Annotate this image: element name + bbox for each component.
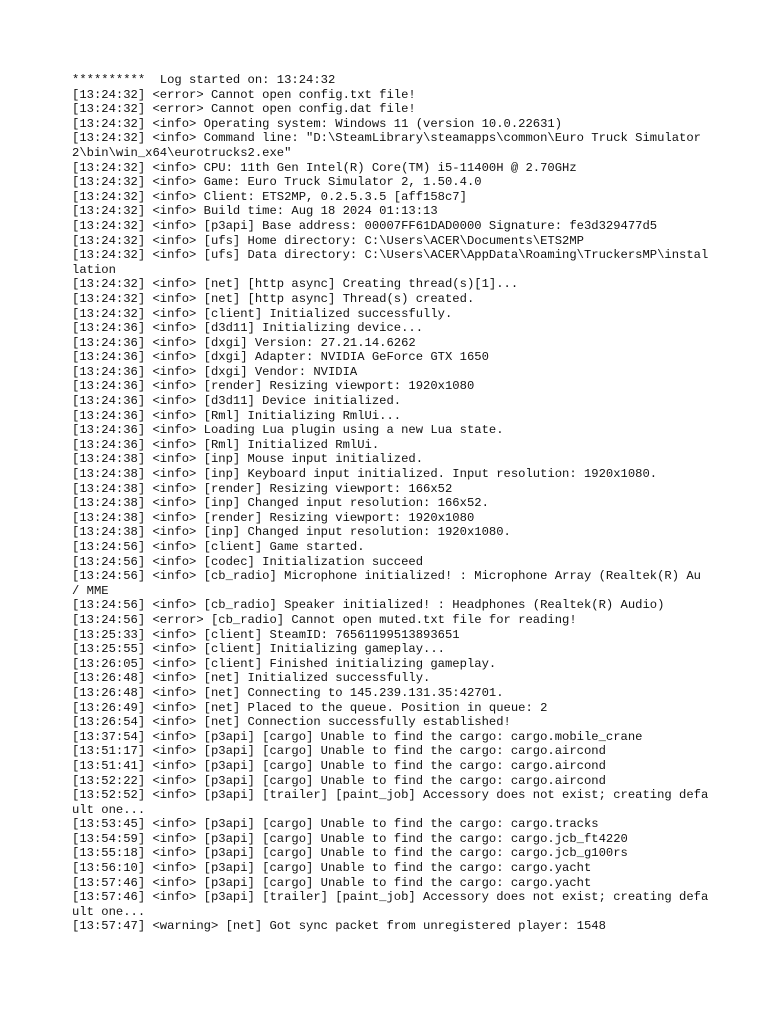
log-line: [13:52:52] <info> [p3api] [trailer] [paint_job] Accessory does not exist; creating default one...: [72, 788, 709, 817]
log-line: [13:24:32] <info> [ufs] Data directory: C:\Users\ACER\AppData\Roaming\TruckersMP\installation: [72, 248, 709, 277]
log-line: [13:57:46] <info> [p3api] [cargo] Unable to find the cargo: cargo.yacht: [72, 875, 592, 890]
log-header: ********** Log started on: 13:24:32: [72, 73, 336, 87]
log-line: [13:24:38] <info> [inp] Changed input resolution: 1920x1080.: [72, 525, 511, 540]
log-lines: [72, 88, 712, 934]
log-line: [13:24:32] <info> Game: Euro Truck Simulator 2, 1.50.4.0: [72, 175, 482, 190]
log-line: [13:24:32] <info> [p3api] Base address: 00007FF61DAD0000 Signature: fe3d329477d5: [72, 218, 658, 233]
log-line: [13:26:48] <info> [net] Initialized successfully.: [72, 671, 431, 686]
log-line: [13:24:32] <info> [net] [http async] Thread(s) created.: [72, 291, 475, 306]
log-line: [13:53:45] <info> [p3api] [cargo] Unable to find the cargo: cargo.tracks: [72, 817, 599, 832]
log-line: [13:24:32] <error> Cannot open config.dat file!: [72, 102, 416, 117]
log-line: [13:24:32] <error> Cannot open config.txt file!: [72, 87, 416, 102]
log-line: [13:24:38] <info> [render] Resizing viewport: 1920x1080: [72, 510, 475, 525]
log-line: [13:52:22] <info> [p3api] [cargo] Unable to find the cargo: cargo.aircond: [72, 773, 606, 788]
log-line: [13:24:32] <info> Client: ETS2MP, 0.2.5.3.5 [aff158c7]: [72, 189, 467, 204]
log-line: [13:24:36] <info> Loading Lua plugin using a new Lua state.: [72, 423, 504, 438]
log-line: [13:24:56] <info> [codec] Initialization succeed: [72, 554, 424, 569]
log-line: [13:24:32] <info> Build time: Aug 18 2024 01:13:13: [72, 204, 438, 219]
log-line: [13:26:48] <info> [net] Connecting to 145.239.131.35:42701.: [72, 685, 504, 700]
log-line: [13:24:32] <info> [ufs] Home directory: C:\Users\ACER\Documents\ETS2MP: [72, 233, 584, 248]
log-line: [13:24:32] <info> [client] Initialized successfully.: [72, 306, 453, 321]
log-line: [13:24:36] <info> [d3d11] Device initialized.: [72, 394, 402, 409]
log-line: [13:24:56] <error> [cb_radio] Cannot open muted.txt file for reading!: [72, 612, 577, 627]
log-line: [13:26:49] <info> [net] Placed to the queue. Position in queue: 2: [72, 700, 548, 715]
log-line: [13:54:59] <info> [p3api] [cargo] Unable to find the cargo: cargo.jcb_ft4220: [72, 831, 628, 846]
log-line: [13:24:38] <info> [inp] Mouse input initialized.: [72, 452, 424, 467]
log-line: [13:25:33] <info> [client] SteamID: 76561199513893651: [72, 627, 460, 642]
log-line: [13:24:36] <info> [dxgi] Version: 27.21.14.6262: [72, 335, 416, 350]
log-line: [13:51:17] <info> [p3api] [cargo] Unable to find the cargo: cargo.aircond: [72, 744, 606, 759]
log-line: [13:26:54] <info> [net] Connection successfully established!: [72, 715, 511, 730]
log-line: [13:57:46] <info> [p3api] [trailer] [paint_job] Accessory does not exist; creating default one...: [72, 890, 709, 919]
log-line: [13:24:38] <info> [render] Resizing viewport: 166x52: [72, 481, 453, 496]
log-line: [13:24:56] <info> [cb_radio] Microphone initialized! : Microphone Array (Realtek(R) Au / MME: [72, 569, 709, 598]
log-line: [13:24:56] <info> [cb_radio] Speaker initialized! : Headphones (Realtek(R) Audio): [72, 598, 665, 613]
log-line: [13:56:10] <info> [p3api] [cargo] Unable to find the cargo: cargo.yacht: [72, 861, 592, 876]
log-line: [13:51:41] <info> [p3api] [cargo] Unable to find the cargo: cargo.aircond: [72, 758, 606, 773]
log-line: [13:37:54] <info> [p3api] [cargo] Unable to find the cargo: cargo.mobile_crane: [72, 729, 643, 744]
log-line: [13:24:36] <info> [Rml] Initialized RmlUi.: [72, 437, 380, 452]
log-line: [13:25:55] <info> [client] Initializing gameplay...: [72, 642, 445, 657]
log-line: [13:24:32] <info> [net] [http async] Creating thread(s)[1]...: [72, 277, 519, 292]
log-line: [13:24:36] <info> [render] Resizing viewport: 1920x1080: [72, 379, 475, 394]
log-document: [72, 73, 712, 934]
log-line: [13:24:32] <info> CPU: 11th Gen Intel(R) Core(TM) i5-11400H @ 2.70GHz: [72, 160, 577, 175]
log-line: [13:24:32] <info> Command line: "D:\SteamLibrary\steamapps\common\Euro Truck Simulator 2\bin\win_x64\eurotrucks2.exe": [72, 131, 709, 160]
log-line: [13:55:18] <info> [p3api] [cargo] Unable to find the cargo: cargo.jcb_g100rs: [72, 846, 628, 861]
log-line: [13:24:36] <info> [dxgi] Vendor: NVIDIA: [72, 364, 358, 379]
log-line: [13:26:05] <info> [client] Finished initializing gameplay.: [72, 656, 497, 671]
log-line: [13:24:38] <info> [inp] Keyboard input initialized. Input resolution: 1920x1080.: [72, 467, 658, 482]
log-line: [13:24:36] <info> [dxgi] Adapter: NVIDIA GeForce GTX 1650: [72, 350, 489, 365]
log-line: [13:24:36] <info> [Rml] Initializing RmlUi...: [72, 408, 402, 423]
log-line: [13:24:38] <info> [inp] Changed input resolution: 166x52.: [72, 496, 489, 511]
log-line: [13:24:36] <info> [d3d11] Initializing device...: [72, 321, 424, 336]
log-line: [13:24:32] <info> Operating system: Windows 11 (version 10.0.22631): [72, 116, 563, 131]
log-line: [13:57:47] <warning> [net] Got sync packet from unregistered player: 1548: [72, 919, 606, 934]
log-line: [13:24:56] <info> [client] Game started.: [72, 540, 365, 554]
